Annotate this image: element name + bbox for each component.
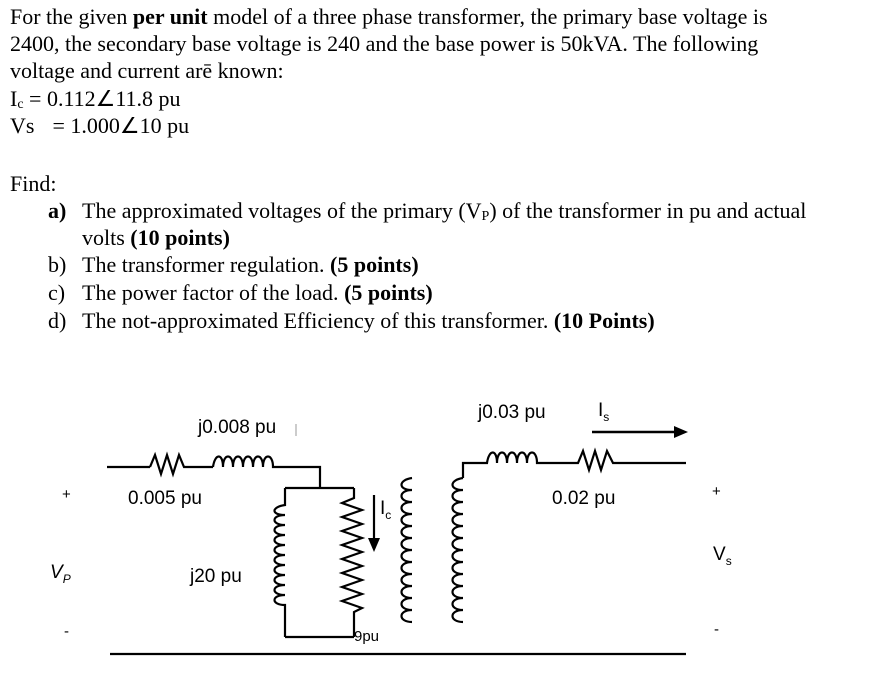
known-ic: Ic = 0.112∠11.8 pu [10, 86, 181, 112]
core-resistance-label: 9pu [354, 628, 380, 645]
magnetizing-inductor-coil [275, 488, 286, 637]
secondary-resistor-zigzag [564, 451, 686, 470]
secondary-current-arrowhead [674, 426, 688, 438]
secondary-reactance-label: j0.03 pu [478, 402, 546, 423]
magnetizing-reactance-label: j20 pu [190, 566, 242, 587]
core-current-label: $I_c$ [380, 498, 392, 522]
intro-line-2: 2400, the secondary base voltage is 240 and the base power is 50kVA. The following [10, 31, 759, 56]
secondary-winding-coil [453, 478, 464, 622]
primary-resistance-label: 0.005 pu [128, 488, 202, 509]
primary-voltage-label: $V_P$ [50, 562, 71, 586]
find-label: Find: [10, 171, 57, 196]
primary-winding-coil [402, 478, 413, 622]
secondary-resistance-label: 0.02 pu [552, 488, 616, 509]
core-resistor-zigzag [342, 488, 362, 637]
core-current-arrowhead [368, 538, 380, 552]
known-vs: Vs = 1.000∠10 pu [10, 113, 190, 138]
shunt-top-wire [285, 467, 320, 488]
secondary-current-label: $I_s$ [598, 400, 610, 424]
item-a: a) The approximated voltages of the primary (VP) of the transformer in pu and actual [48, 198, 807, 224]
primary-inductor-coil [213, 457, 285, 468]
intro-line-1: For the given per unit model of a three phase transformer, the primary base voltage is [10, 4, 768, 29]
item-a-cont: volts (10 points) [82, 225, 230, 250]
secondary-plus-sign: + [712, 483, 721, 500]
item-d: d) The not-approximated Efficiency of this transformer. (10 Points) [48, 308, 655, 333]
primary-plus-sign: + [62, 486, 71, 503]
primary-resistor-zigzag [150, 455, 213, 474]
primary-minus-sign: - [64, 623, 69, 640]
item-c: c) The power factor of the load. (5 points) [48, 280, 433, 305]
secondary-inductor-coil [463, 453, 564, 479]
secondary-voltage-label: $V_s$ [713, 544, 732, 568]
item-b: b) The transformer regulation. (5 points) [48, 252, 419, 277]
secondary-minus-sign: - [714, 621, 719, 638]
intro-line-3: voltage and current arē known: [10, 58, 284, 83]
primary-reactance-label: j0.008 pu [198, 417, 277, 438]
